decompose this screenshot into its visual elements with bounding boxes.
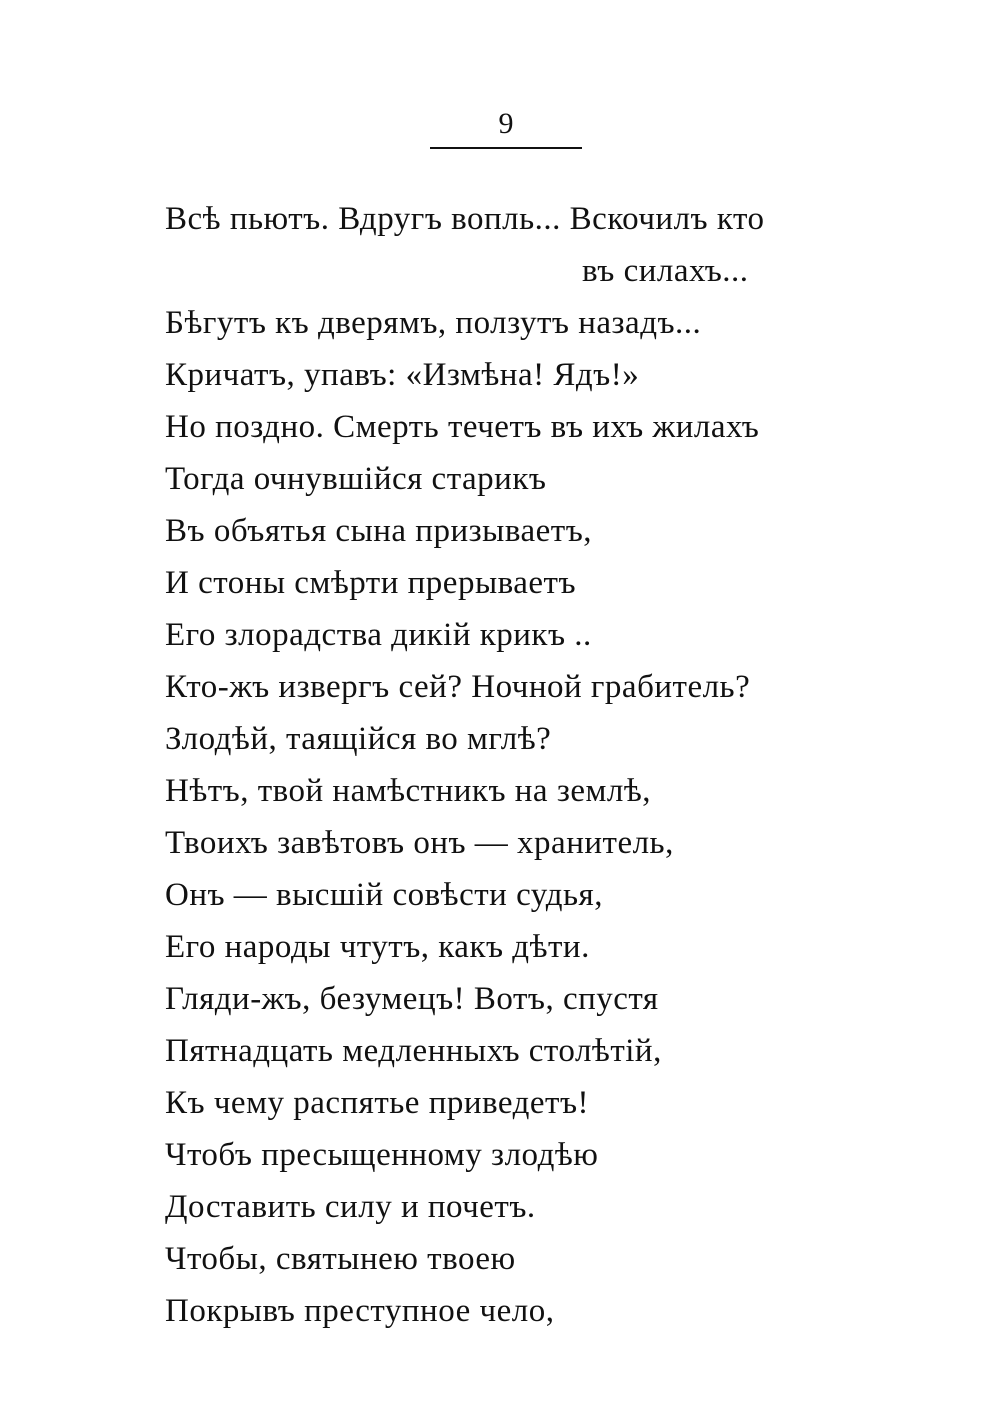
poem-line: Въ объятья сына призываетъ,	[165, 513, 593, 549]
poem-line: Его народы чтутъ, какъ дѣти.	[165, 929, 590, 965]
poem-line: Его злорадства дикій крикъ ..	[165, 617, 592, 653]
poem-line: Кто-жъ извергъ сей? Ночной грабитель?	[165, 669, 751, 705]
poem-text	[165, 193, 885, 1337]
poem-line: Злодѣй, таящійся во мглѣ?	[165, 721, 552, 757]
poem-line: Доставить силу и почетъ.	[165, 1189, 536, 1225]
poem-line: Къ чему распятье приведетъ!	[165, 1085, 590, 1121]
poem-line: Всѣ пьютъ. Вдругъ вопль... Вскочилъ кто	[165, 201, 765, 237]
poem-line: Но поздно. Смерть течетъ въ ихъ жилахъ	[165, 409, 760, 445]
page-number: 9	[498, 107, 514, 140]
poem-line: Кричатъ, упавъ: «Измѣна! Ядъ!»	[165, 357, 640, 393]
poem-line: Бѣгутъ къ дверямъ, ползутъ назадъ...	[165, 305, 702, 341]
poem-line: Чтобы, святынею твоею	[165, 1241, 516, 1277]
poem-line: Тогда очнувшійся старикъ	[165, 461, 547, 497]
poem-line: Нѣтъ, твой намѣстникъ на землѣ,	[165, 773, 652, 809]
poem-line: Твоихъ завѣтовъ онъ — хранитель,	[165, 825, 674, 861]
poem-line: Чтобъ пресыщенному злодѣю	[165, 1137, 599, 1173]
poem-line: И стоны смѣрти прерываетъ	[165, 565, 577, 601]
header-rule	[430, 147, 582, 149]
poem-line: Гляди-жъ, безумецъ! Вотъ, спустя	[165, 981, 659, 1017]
poem-line: Онъ — высшій совѣсти судья,	[165, 877, 603, 913]
poem-line: Покрывъ преступное чело,	[165, 1293, 555, 1329]
poem-line: Пятнадцать медленныхъ столѣтій,	[165, 1033, 662, 1069]
poem-line-continuation: въ силахъ...	[582, 253, 749, 289]
